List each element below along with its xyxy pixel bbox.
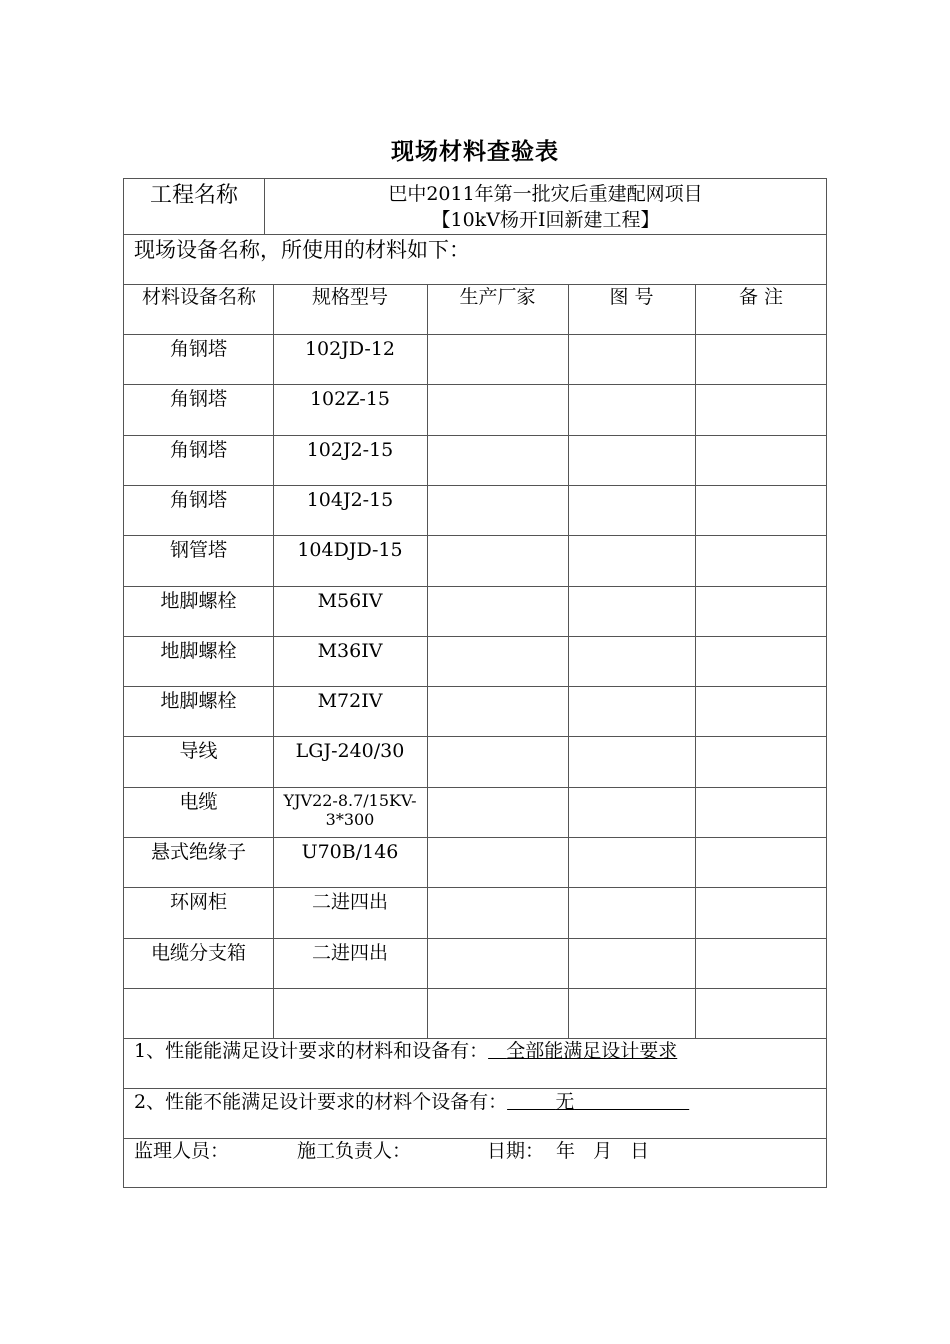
inspection-table: [123, 178, 827, 1188]
material-name: 导线: [179, 740, 218, 763]
satisfied-label: 1、性能能满足设计要求的材料和设备有：: [134, 1040, 489, 1062]
material-spec: M72IV: [317, 690, 383, 713]
material-name: 电缆: [179, 790, 218, 813]
unsatisfied-value: [507, 1091, 689, 1113]
project-label: 工程名称: [149, 183, 238, 208]
month-label: 月: [593, 1140, 613, 1162]
row-divider: [124, 988, 827, 989]
material-spec: 二进四出: [311, 941, 388, 964]
row-divider: [124, 485, 827, 486]
header-drawing-no: 图 号: [609, 286, 654, 308]
materials-intro: 现场设备名称，所使用的材料如下：: [134, 238, 470, 262]
material-name: 地脚螺栓: [160, 589, 237, 612]
row-divider: [124, 938, 827, 939]
material-spec: 102J2-15: [306, 438, 394, 461]
row-divider: [124, 586, 827, 587]
unsatisfied-value-text: 无: [555, 1091, 575, 1113]
material-spec: U70B/146: [301, 841, 399, 863]
row-divider: [124, 1038, 827, 1039]
satisfied-value: [488, 1040, 677, 1062]
page-title: 现场材料查验表: [391, 138, 559, 165]
unsatisfied-label: 2、性能不能满足设计要求的材料个设备有：: [134, 1091, 508, 1113]
day-label: 日: [630, 1140, 650, 1162]
header-spec: 规格型号: [311, 286, 388, 308]
row-divider: [124, 837, 827, 838]
supervisor-label: 监理人员：: [134, 1140, 230, 1162]
row-divider: [124, 686, 827, 687]
year-label: 年: [556, 1140, 576, 1162]
material-spec: 二进四出: [311, 891, 388, 914]
date-label: 日期：: [487, 1140, 545, 1162]
material-name: 钢管塔: [169, 539, 227, 562]
material-spec: LGJ-240/30: [295, 740, 405, 763]
material-name: 环网柜: [169, 891, 227, 914]
material-spec: 104J2-15: [306, 488, 394, 511]
header-manufacturer: 生产厂家: [459, 286, 536, 308]
row-divider: [124, 787, 827, 788]
project-name-line2: 【10kV杨开Ⅰ回新建工程】: [431, 209, 660, 231]
row-divider: [124, 636, 827, 637]
material-spec: YJV22-8.7/15KV-3*300: [283, 790, 417, 829]
material-name: 地脚螺栓: [160, 639, 237, 662]
row-divider: [124, 384, 827, 385]
material-name: 角钢塔: [169, 388, 227, 411]
header-remarks: 备 注: [738, 286, 784, 308]
constructor-label: 施工负责人：: [297, 1140, 412, 1162]
header-material-name: [132, 286, 266, 308]
material-name: 地脚螺栓: [160, 690, 237, 713]
row-divider: [124, 887, 827, 888]
signature-line: [134, 1140, 824, 1162]
project-name-line1: 巴中2011年第一批灾后重建配网项目: [388, 183, 703, 205]
material-name: 电缆分支箱: [150, 941, 246, 964]
satisfied-materials-line: [134, 1040, 824, 1062]
material-name: 悬式绝缘子: [150, 841, 246, 863]
material-spec: M36IV: [317, 639, 383, 662]
material-name: 角钢塔: [169, 338, 227, 360]
unsatisfied-materials-line: [134, 1091, 824, 1113]
row-divider: [124, 736, 827, 737]
material-spec: 104DJD-15: [297, 539, 403, 562]
header-material-name-text: 材料设备名称: [141, 286, 256, 308]
material-name: 角钢塔: [169, 488, 227, 511]
material-spec: 102Z-15: [309, 388, 391, 411]
material-spec: M56IV: [317, 589, 383, 612]
row-divider: [124, 535, 827, 536]
row-divider: [124, 435, 827, 436]
material-spec: 102JD-12: [304, 338, 396, 360]
satisfied-value-text: 全部能满足设计要求: [506, 1040, 678, 1062]
material-name: 角钢塔: [169, 438, 227, 461]
